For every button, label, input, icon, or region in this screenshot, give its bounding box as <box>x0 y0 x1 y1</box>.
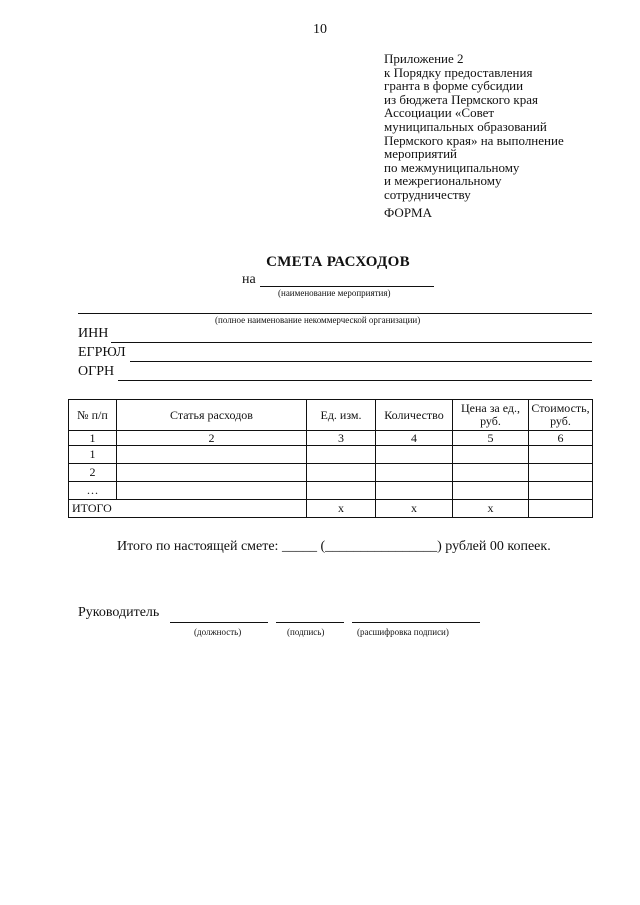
total-price-mark: x <box>453 500 529 518</box>
table-row <box>69 464 593 482</box>
egrul-line[interactable] <box>130 361 592 362</box>
cell-price[interactable] <box>453 482 529 500</box>
cell-cost[interactable] <box>529 482 593 500</box>
total-prefix: Итого по настоящей смете: <box>117 539 282 554</box>
cell-cost[interactable] <box>529 446 593 464</box>
cell-price[interactable] <box>453 446 529 464</box>
cell-qty[interactable] <box>376 446 453 464</box>
event-name-line[interactable] <box>260 286 434 287</box>
col-header-price: Цена за ед., руб. <box>453 400 529 431</box>
cell-item[interactable] <box>117 482 307 500</box>
col-number: 1 <box>69 431 117 446</box>
head-label: Руководитель <box>78 605 160 620</box>
signature-line[interactable] <box>276 622 344 623</box>
org-name-caption: (полное наименование некоммерческой организации) <box>215 315 421 325</box>
table-row <box>69 446 593 464</box>
page-number: 10 <box>313 22 327 37</box>
total-qty-mark: x <box>376 500 453 518</box>
appendix-line: к Порядку предоставления <box>384 64 533 80</box>
event-name-caption: (наименование мероприятия) <box>278 288 391 298</box>
col-number: 5 <box>453 431 529 446</box>
cell-unit[interactable] <box>307 482 376 500</box>
form-label: ФОРМА <box>384 205 432 220</box>
ogrn-line[interactable] <box>118 380 592 381</box>
cell-qty[interactable] <box>376 464 453 482</box>
column-number-row <box>69 431 593 446</box>
signature-decoding-caption: (расшифровка подписи) <box>357 627 449 637</box>
signature-caption: (подпись) <box>287 627 325 637</box>
appendix-line: гранта в форме субсидии <box>384 78 524 94</box>
cell-price[interactable] <box>453 464 529 482</box>
inn-line[interactable] <box>111 342 592 343</box>
appendix-line: мероприятий <box>384 146 457 162</box>
total-unit-mark: x <box>307 500 376 518</box>
position-caption: (должность) <box>194 627 242 637</box>
cell-unit[interactable] <box>307 464 376 482</box>
total-table-row <box>69 500 593 518</box>
col-header-qty: Количество <box>376 400 453 431</box>
col-number: 6 <box>529 431 593 446</box>
row-number: 1 <box>69 446 117 464</box>
ogrn-label: ОГРН <box>78 364 115 379</box>
appendix-line: Ассоциации «Совет <box>384 105 495 121</box>
total-summary <box>117 539 551 555</box>
col-number: 2 <box>117 431 307 446</box>
position-line[interactable] <box>170 622 268 623</box>
col-header-cost: Стоимость, руб. <box>529 400 593 431</box>
appendix-line: и межрегиональному <box>384 173 502 189</box>
org-name-line[interactable] <box>78 313 592 314</box>
signature-decoding-line[interactable] <box>352 622 480 623</box>
cell-item[interactable] <box>117 446 307 464</box>
table-row <box>69 482 593 500</box>
total-suffix: ) рублей 00 копеек. <box>437 539 551 554</box>
estimate-table <box>68 399 593 518</box>
col-number: 4 <box>376 431 453 446</box>
total-amount-blank[interactable]: _____ <box>281 539 317 554</box>
cell-item[interactable] <box>117 464 307 482</box>
cell-cost[interactable] <box>529 464 593 482</box>
inn-label: ИНН <box>78 326 109 341</box>
appendix-line: по межмуниципальному <box>384 159 520 175</box>
egrul-label: ЕГРЮЛ <box>78 345 126 360</box>
appendix-line: муниципальных образований <box>384 118 547 134</box>
table-header-row <box>69 400 593 431</box>
appendix-line: из бюджета Пермского края <box>384 91 539 107</box>
document-title: СМЕТА РАСХОДОВ <box>266 254 410 270</box>
total-label: ИТОГО <box>69 500 307 518</box>
appendix-line: Пермского края» на выполнение <box>384 132 564 148</box>
row-number: 2 <box>69 464 117 482</box>
appendix-block <box>384 52 634 202</box>
col-header-unit: Ед. изм. <box>307 400 376 431</box>
appendix-line: сотрудничеству <box>384 186 471 202</box>
total-amount-words-blank[interactable]: ________________ <box>325 539 438 554</box>
col-number: 3 <box>307 431 376 446</box>
total-cost-cell[interactable] <box>529 500 593 518</box>
total-paren-open: ( <box>316 539 326 554</box>
appendix-line: Приложение 2 <box>384 51 464 66</box>
na-label: на <box>242 272 256 287</box>
row-number: … <box>69 482 117 500</box>
col-header-item: Статья расходов <box>117 400 307 431</box>
cell-qty[interactable] <box>376 482 453 500</box>
col-header-num: № п/п <box>69 400 117 431</box>
cell-unit[interactable] <box>307 446 376 464</box>
